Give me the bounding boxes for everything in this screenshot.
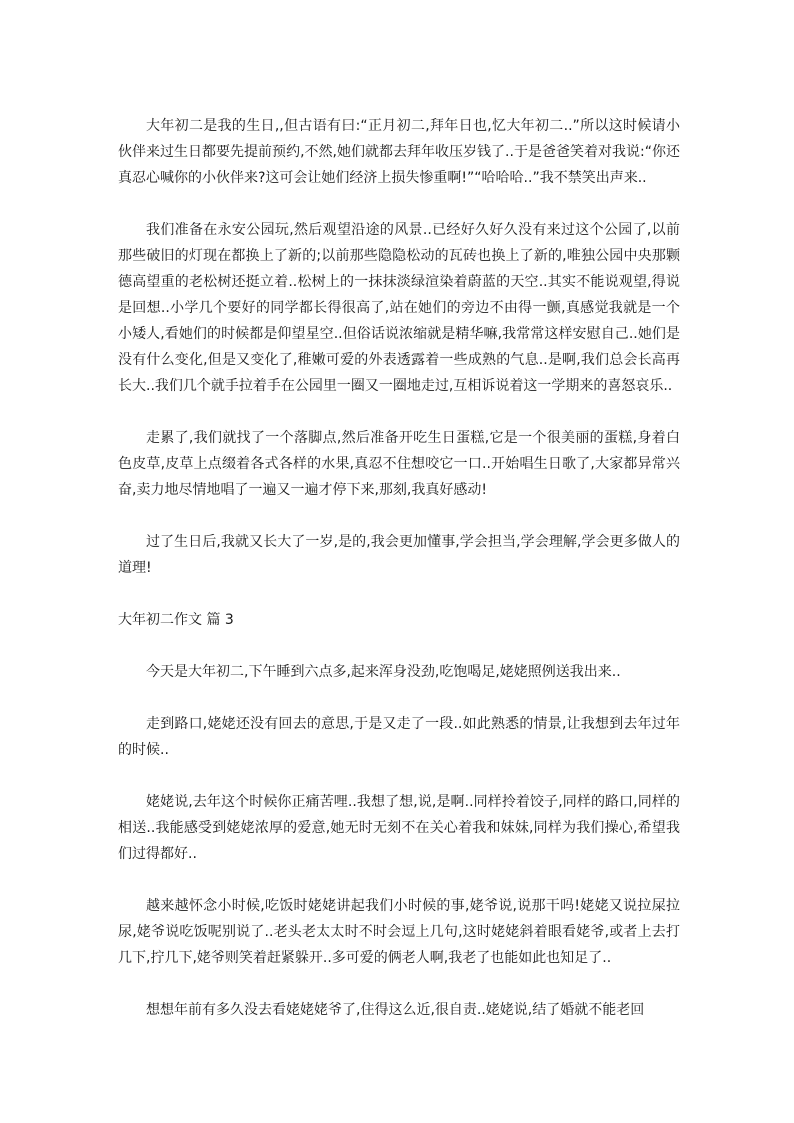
paragraph-spacer	[118, 399, 680, 425]
paragraph: 过了生日后,我就又长大了一岁,是的,我会更加懂事,学会担当,学会理解,学会更多做人的道理!	[118, 534, 680, 576]
paragraph: 今天是大年初二,下午睡到六点多,起来浑身没劲,吃饱喝足,姥姥照例送我出来..	[146, 664, 621, 680]
paragraph-spacer	[118, 867, 680, 893]
section-heading: 大年初二作文 篇 3	[118, 612, 234, 628]
paragraph-spacer	[118, 971, 680, 997]
paragraph-spacer	[118, 503, 680, 529]
paragraph: 我们准备在永安公园玩,然后观望沿途的风景..已经好久好久没有来过这个公园了,以前那些破旧的灯现在都换上了新的;以前那些隐隐松动的瓦砖也换上了新的,唯独公园中央那颗德高望重的老松树还挺立着..松树上的一抹抹淡绿渲染着蔚蓝的天空..其实不能说观望,得说是回想..小学几个要好的同学都长得很高了,站在她们的旁边不由得一颤,真感觉我就是一个小矮人,看她们的时候都是仰望星空..但俗话说浓缩就是精华嘛,我常常这样安慰自己..她们是没有什么变化,但是又变化了,稚嫩可爱的外表透露着一些成熟的气息..是啊,我们总会长高再长大..我们几个就手拉着手在公园里一圈又一圈地走过,互相诉说着这一学期来的喜怒哀乐..	[118, 222, 680, 394]
paragraph-spacer	[118, 581, 680, 607]
paragraph: 走到路口,姥姥还没有回去的意思,于是又走了一段..如此熟悉的情景,让我想到去年过年的时候..	[118, 716, 680, 758]
paragraph: 越来越怀念小时候,吃饭时姥姥讲起我们小时候的事,姥爷说,说那干吗!姥姥又说拉屎拉尿,姥爷说吃饭呢别说了..老头老太太时不时会逗上几句,这时姥姥斜着眼看姥爷,或者上去打几下,拧几下,姥爷则笑着赶紧躲开..多可爱的俩老人啊,我老了也能如此也知足了..	[118, 898, 680, 966]
paragraph-spacer	[118, 763, 680, 789]
paragraph-spacer	[118, 191, 680, 217]
paragraph: 姥姥说,去年这个时候你正痛苦哩..我想了想,说,是啊..同样拎着饺子,同样的路口,同样的相送..我能感受到姥姥浓厚的爱意,她无时无刻不在关心着我和妹妹,同样为我们操心,希望我们过得都好..	[118, 794, 680, 862]
document-body	[118, 113, 680, 1023]
paragraph: 想想年前有多久没去看姥姥姥爷了,住得这么近,很自责..姥姥说,结了婚就不能老回	[146, 1002, 645, 1018]
paragraph: 走累了,我们就找了一个落脚点,然后准备开吃生日蛋糕,它是一个很美丽的蛋糕,身着白色皮草,皮草上点缀着各式各样的水果,真忍不住想咬它一口..开始唱生日歌了,大家都异常兴奋,卖力地尽情地唱了一遍又一遍才停下来,那刻,我真好感动!	[118, 430, 680, 498]
paragraph-spacer	[118, 633, 680, 659]
paragraph-spacer	[118, 685, 680, 711]
paragraph: 大年初二是我的生日,,但古语有曰:“正月初二,拜年日也,忆大年初二..”所以这时候请小伙伴来过生日都要先提前预约,不然,她们就都去拜年收压岁钱了..于是爸爸笑着对我说:“你还真忍心喊你的小伙伴来?这可会让她们经济上损失惨重啊!”“哈哈哈..”我不禁笑出声来..	[118, 118, 680, 186]
